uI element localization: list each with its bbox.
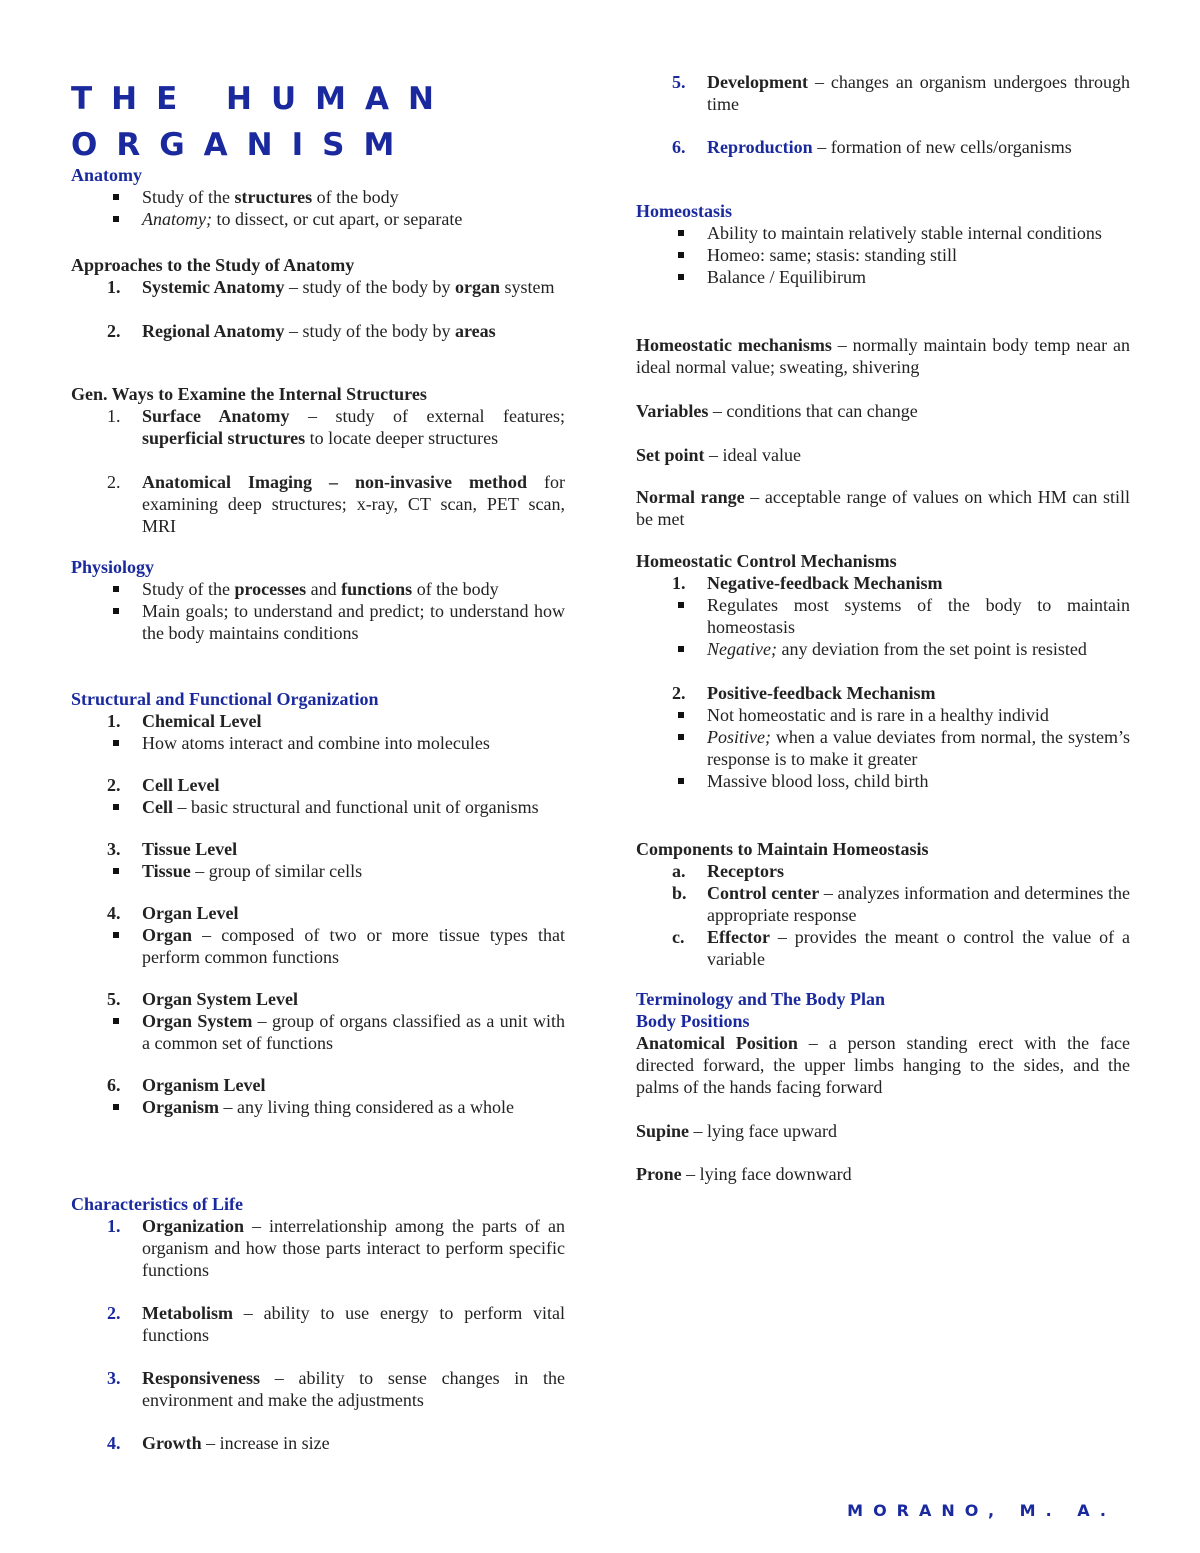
bullet-square-icon [678,778,684,784]
bullet-item: Cell – basic structural and functional unit of organisms [71,796,565,818]
bullet-square-icon [678,712,684,718]
bullet-square-icon [678,252,684,258]
section-control-mechanisms [636,550,1130,792]
level-title: 4. Organ Level [107,903,239,923]
definition-paragraph: Variables – conditions that can change [636,401,918,421]
section-structural [71,688,565,1118]
bullet-square-icon [113,1018,119,1024]
lettered-item: a. Receptors [672,861,784,881]
section-heading: Homeostasis [636,201,732,221]
subsection-heading: Body Positions [636,1011,750,1031]
level-title: 2. Cell Level [107,775,220,795]
definition-paragraph: Anatomical Position – a person standing erect with the face directed forward, the upper limbs hanging to the sides, and the palms of the hands facing forward [636,1033,1131,1097]
bullet-square-icon [113,216,119,222]
section-approaches [71,254,565,342]
section-heading: Structural and Functional Organization [71,689,379,709]
bullet-item: Organ System – group of organs classified as a unit with a common set of functions [71,1010,565,1054]
bullet-square-icon [113,804,119,810]
bullet-item: Organ – composed of two or more tissue types that perform common functions [71,924,565,968]
document-title [71,76,453,168]
section-heading: Approaches to the Study of Anatomy [71,255,355,275]
definition-paragraph: Set point – ideal value [636,445,801,465]
numbered-item: 2. Anatomical Imaging – non-invasive method for examining deep structures; x-ray, CT scan, PET scan, MRI [107,472,565,536]
definition-paragraph: Supine – lying face upward [636,1121,837,1141]
section-heading: Physiology [71,557,155,577]
numbered-item: 1. Systemic Anatomy – study of the body by organ system [107,277,555,297]
numbered-item: 2. Regional Anatomy – study of the body by areas [107,321,496,341]
bullet-square-icon [113,608,119,614]
bullet-square-icon [678,646,684,652]
footer-author: MORANO, M. A. [847,1501,1116,1520]
bullet-item: Massive blood loss, child birth [636,770,1130,792]
bullet-item: Organism – any living thing considered as a whole [71,1096,565,1118]
section-components [636,838,1130,970]
level-title: 6. Organism Level [107,1075,266,1095]
section-heading: Terminology and The Body Plan [636,989,886,1009]
section-heading: Homeostatic Control Mechanisms [636,551,897,571]
bullet-item: Not homeostatic and is rare in a healthy individ [636,704,1130,726]
definition-paragraph: Normal range – acceptable range of values on which HM can still be met [636,487,1130,529]
section-heading: Gen. Ways to Examine the Internal Structures [71,384,427,404]
definition-paragraph: Homeostatic mechanisms – normally maintain body temp near an ideal normal value; sweating, shivering [636,335,1131,377]
bullet-item: Study of the processes and functions of the body [71,578,565,600]
bullet-item: Tissue – group of similar cells [71,860,565,882]
lettered-item: b. Control center – analyzes information and determines the appropriate response [672,883,1130,925]
bullet-square-icon [678,734,684,740]
bullet-square-icon [678,602,684,608]
definitions [636,334,1130,530]
section-gen-ways [71,383,565,537]
section-characteristics [71,1193,565,1454]
level-title: 5. Organ System Level [107,989,298,1009]
numbered-item: 2. Positive-feedback Mechanism [672,683,936,703]
bullet-square-icon [113,740,119,746]
numbered-item: 2. Metabolism – ability to use energy to perform vital functions [107,1303,565,1345]
bullet-item: Homeo: same; stasis: standing still [636,244,1130,266]
section-anatomy [71,164,565,230]
numbered-item: 4. Growth – increase in size [107,1433,330,1453]
title-line-2: ORGANISM [71,127,414,163]
bullet-item: How atoms interact and combine into molecules [71,732,565,754]
level-title: 3. Tissue Level [107,839,238,859]
title-line-1: THE HUMAN [71,81,453,117]
numbered-item: 3. Responsiveness – ability to sense changes in the environment and make the adjustments [107,1368,565,1410]
bullet-square-icon [678,274,684,280]
section-homeostasis [636,200,1130,288]
level-title: 1. Chemical Level [107,711,262,731]
numbered-item: 1. Negative-feedback Mechanism [672,573,943,593]
numbered-item: 1. Surface Anatomy – study of external features; superficial structures to locate deeper structures [107,406,565,448]
section-heading: Anatomy [71,165,142,185]
bullet-item: Anatomy; to dissect, or cut apart, or separate [71,208,565,230]
bullet-item: Negative; any deviation from the set point is resisted [636,638,1130,660]
bullet-square-icon [113,868,119,874]
numbered-item: 1. Organization – interrelationship among the parts of an organism and how those parts interact to perform specific functions [107,1216,565,1280]
bullet-item: Ability to maintain relatively stable internal conditions [636,222,1130,244]
bullet-square-icon [678,230,684,236]
bullet-item: Regulates most systems of the body to maintain homeostasis [636,594,1130,638]
bullet-item: Balance / Equilibirum [636,266,1130,288]
bullet-item: Positive; when a value deviates from normal, the system’s response is to make it greater [636,726,1130,770]
bullet-square-icon [113,932,119,938]
section-physiology [71,556,565,644]
numbered-item: 5. Development – changes an organism undergoes through time [672,72,1130,114]
bullet-item: Main goals; to understand and predict; to understand how the body maintains conditions [71,600,565,644]
bullet-square-icon [113,194,119,200]
section-heading: Characteristics of Life [71,1194,243,1214]
section-terminology [636,988,1130,1185]
numbered-item: 6. Reproduction – formation of new cells/organisms [672,137,1072,157]
bullet-square-icon [113,586,119,592]
bullet-item: Study of the structures of the body [71,186,565,208]
lettered-item: c. Effector – provides the meant o control the value of a variable [672,927,1130,969]
definition-paragraph: Prone – lying face downward [636,1164,852,1184]
section-heading: Components to Maintain Homeostasis [636,839,929,859]
section-characteristics-cont [636,71,1130,158]
bullet-square-icon [113,1104,119,1110]
